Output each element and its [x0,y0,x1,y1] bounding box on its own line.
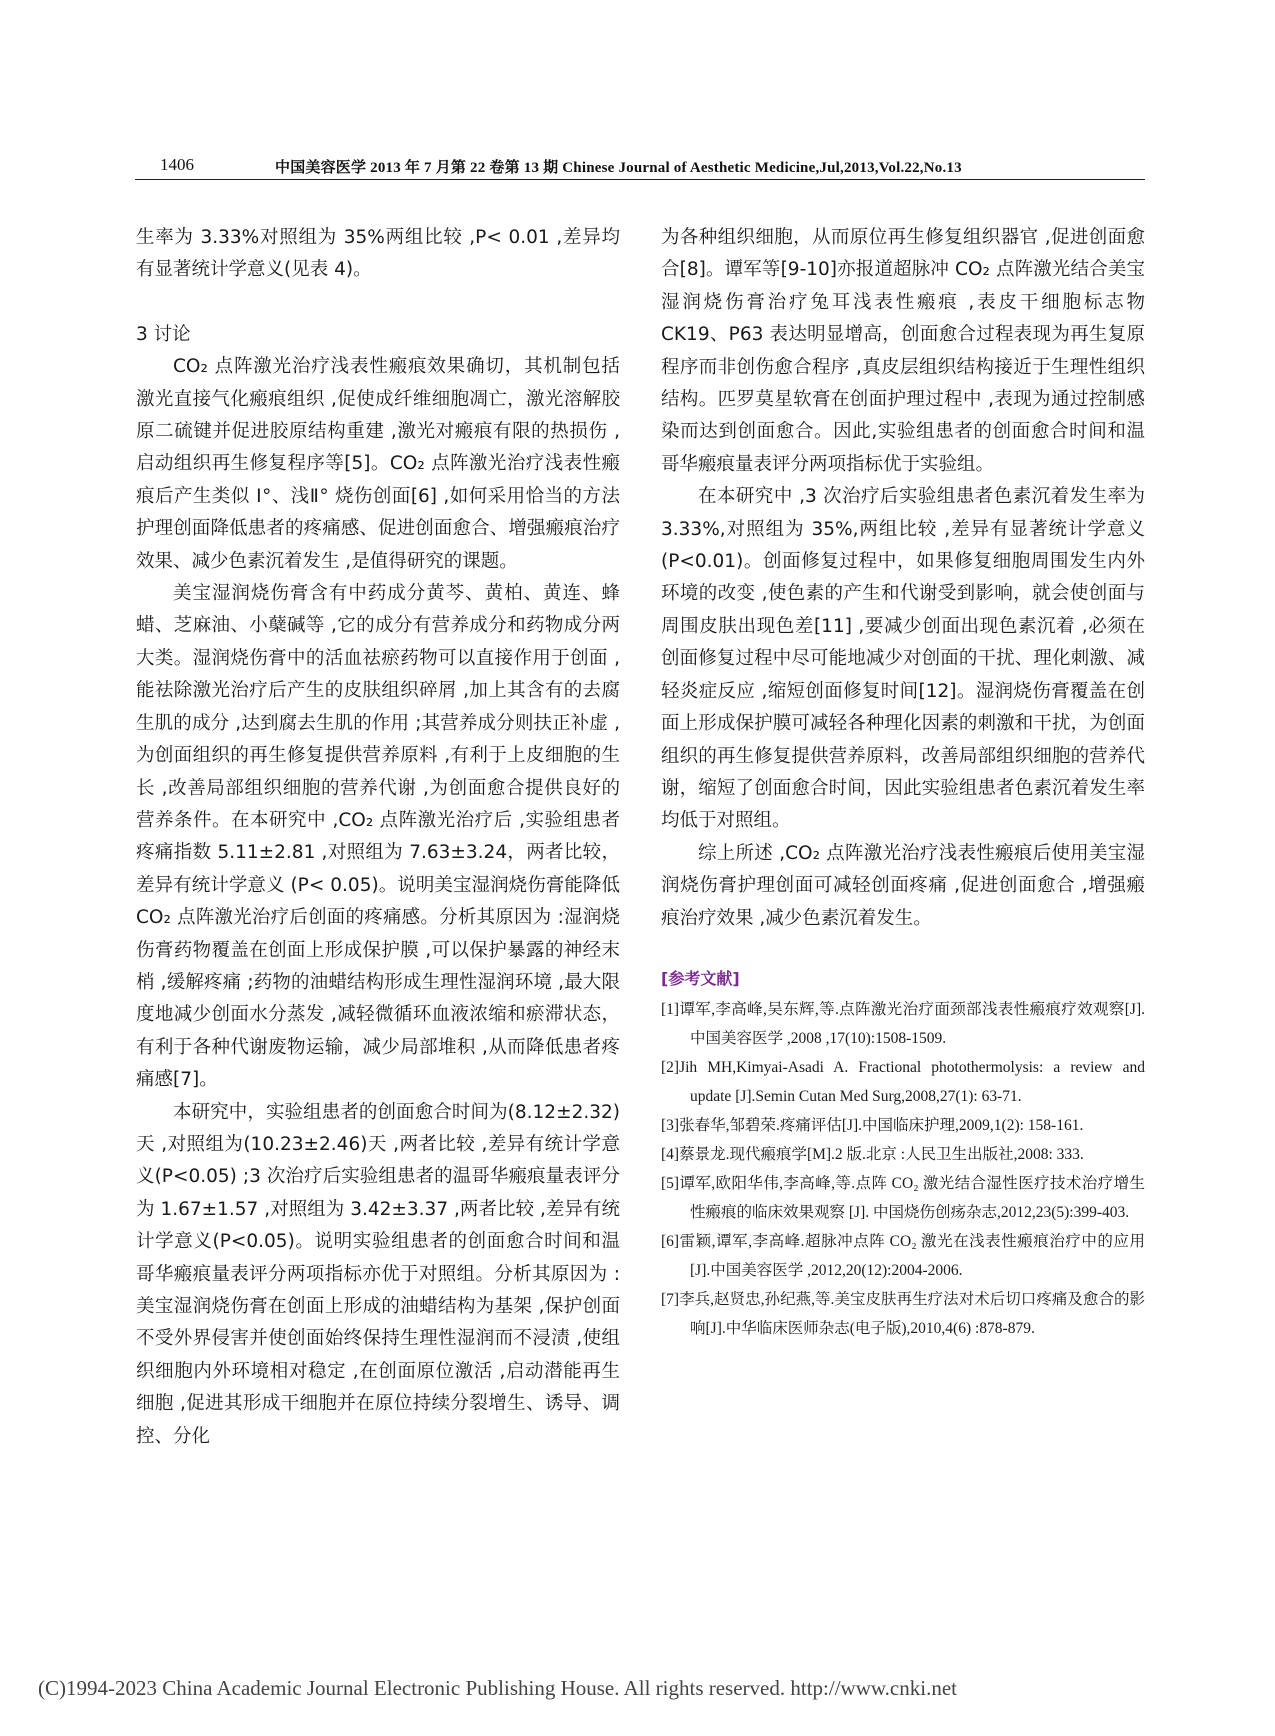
paragraph: 在本研究中 ,3 次治疗后实验组患者色素沉着发生率为 3.33%,对照组为 35%,两组比较 ,差异有显著统计学意义(P<0.01)。创面修复过程中，如果修复细胞周围发生内外环境的改变 ,使色素的产生和代谢受到影响，就会使创面与周围皮肤出现色差[11] ,要减少创面出现色素沉着 ,必须在创面修复过程中尽可能地减少对创面的干扰、理化刺激、减轻炎症反应 ,缩短创面修复时间[12]。湿润烧伤膏覆盖在创面上形成保护膜可减轻各种理化因素的刺激和干扰，为创面组织的再生修复提供营养原料，改善局部组织细胞的营养代谢，缩短了创面愈合时间，因此实验组患者色素沉着发生率均低于对照组。 [661,486,1145,832]
paragraph: 为各种组织细胞，从而原位再生修复组织器官 ,促进创面愈合[8]。谭军等[9-10]亦报道超脉冲 CO₂ 点阵激光结合美宝湿润烧伤膏治疗兔耳浅表性瘢痕 ,表皮干细胞标志物 CK19、P63 表达明显增高，创面愈合过程表现为再生复原程序而非创伤愈合程序 ,真皮层组织结构接近于生理性组织结构。匹罗莫星软膏在创面护理过程中 ,表现为通过控制感染而达到创面愈合。因此,实验组患者的创面愈合时间和温哥华瘢痕量表评分两项指标优于实验组。 [661,227,1145,475]
right-column [661,222,1145,1343]
copyright-footer: (C)1994-2023 China Academic Journal Electronic Publishing House. All rights reserved. http://www.cnki.net [38,1676,957,1700]
references-title: [参考文献] [661,968,740,988]
paragraph: CO₂ 点阵激光治疗浅表性瘢痕效果确切，其机制包括激光直接气化瘢痕组织 ,促使成纤维细胞凋亡，激光溶解胶原二硫键并促进胶原结构重建 ,激光对瘢痕有限的热损伤 ,启动组织再生修复程序等[5]。CO₂ 点阵激光治疗浅表性瘢痕后产生类似 Ⅰ°、浅Ⅱ° 烧伤创面[6] ,如何采用恰当的方法护理创面降低患者的疼痛感、促进创面愈合、增强瘢痕治疗效果、减少色素沉着发生 ,是值得研究的课题。 [136,356,620,572]
reference-item: [2]Jih MH,Kimyai-Asadi A. Fractional photothermolysis: a review and update [J].Semin Cutan Med Surg,2008,27(1): 63-71. [661,1059,1145,1106]
reference-item: [7]李兵,赵贤忠,孙纪燕,等.美宝皮肤再生疗法对术后切口疼痛及愈合的影响[J].中华临床医师杂志(电子版),2010,4(6) :878-879. [661,1291,1145,1338]
reference-item: [4]蔡景龙.现代瘢痕学[M].2 版.北京 :人民卫生出版社,2008: 333. [661,1146,1084,1164]
section-title-discussion: 3 讨论 [136,323,191,345]
paragraph: 美宝湿润烧伤膏含有中药成分黄芩、黄柏、黄连、蜂蜡、芝麻油、小蘖碱等 ,它的成分有营养成分和药物成分两大类。湿润烧伤膏中的活血祛瘀药物可以直接作用于创面 ,能祛除激光治疗后产生的皮肤组织碎屑 ,加上其含有的去腐生肌的成分 ,达到腐去生肌的作用 ;其营养成分则扶正补虚 ,为创面组织的再生修复提供营养原料 ,有利于上皮细胞的生长 ,改善局部组织细胞的营养代谢 ,为创面愈合提供良好的营养条件。在本研究中 ,CO₂ 点阵激光治疗后 ,实验组患者疼痛指数 5.11±2.81 ,对照组为 7.63±3.24，两者比较，差异有统计学意义 (P< 0.05)。说明美宝湿润烧伤膏能降低 CO₂ 点阵激光治疗后创面的疼痛感。分析其原因为 :湿润烧伤膏药物覆盖在创面上形成保护膜 ,可以保护暴露的神经末梢 ,缓解疼痛 ;药物的油蜡结构形成生理性湿润环境 ,最大限度地减少创面水分蒸发 ,减轻微循环血液浓缩和瘀滞状态，有利于各种代谢废物运输，减少局部堆积 ,从而降低患者疼痛感[7]。 [136,583,620,1091]
left-column [136,222,620,1453]
reference-item: [1]谭军,李高峰,吴东辉,等.点阵激光治疗面颈部浅表性瘢痕疗效观察[J].中国美容医学 ,2008 ,17(10):1508-1509. [661,1001,1145,1048]
paragraph: 本研究中，实验组患者的创面愈合时间为(8.12±2.32)天 ,对照组为(10.23±2.46)天 ,两者比较 ,差异有统计学意义(P<0.05) ;3 次治疗后实验组患者的温哥华瘢痕量表评分为 1.67±1.57 ,对照组为 3.42±3.37 ,两者比较 ,差异有统计学意义(P<0.05)。说明实验组患者的创面愈合时间和温哥华瘢痕量表评分两项指标亦优于对照组。分析其原因为 :美宝湿润烧伤膏在创面上形成的油蜡结构为基架 ,保护创面不受外界侵害并使创面始终保持生理性湿润而不浸渍 ,使组织细胞内外环境相对稳定 ,在创面原位激活 ,启动潜能再生细胞 ,促进其形成干细胞并在原位持续分裂增生、诱导、调控、分化 [136,1101,620,1447]
journal-citation: 中国美容医学 2013 年 7 月第 22 卷第 13 期 Chinese Journal of Aesthetic Medicine,Jul,2013,Vol.22,No.13 [275,160,962,176]
reference-item: [5]谭军,欧阳华伟,李高峰,等.点阵 CO₂ 激光结合湿性医疗技术治疗增生性瘢痕的临床效果观察 [J]. 中国烧伤创疡杂志,2012,23(5):399-403. [661,1175,1145,1222]
paragraph: 综上所述 ,CO₂ 点阵激光治疗浅表性瘢痕后使用美宝湿润烧伤膏护理创面可减轻创面疼痛 ,促进创面愈合 ,增强瘢痕治疗效果 ,减少色素沉着发生。 [661,842,1145,929]
running-header [135,153,1145,180]
reference-item: [6]雷颖,谭军,李高峰.超脉冲点阵 CO₂ 激光在浅表性瘢痕治疗中的应用[J].中国美容医学 ,2012,20(12):2004-2006. [661,1233,1145,1280]
paragraph: 生率为 3.33%对照组为 35%两组比较 ,P< 0.01 ,差异均有显著统计学意义(见表 4)。 [136,227,620,281]
reference-item: [3]张春华,邹碧荣.疼痛评估[J].中国临床护理,2009,1(2): 158-161. [661,1117,1084,1135]
reference-list [661,995,1145,1343]
page-number: 1406 [160,155,194,174]
